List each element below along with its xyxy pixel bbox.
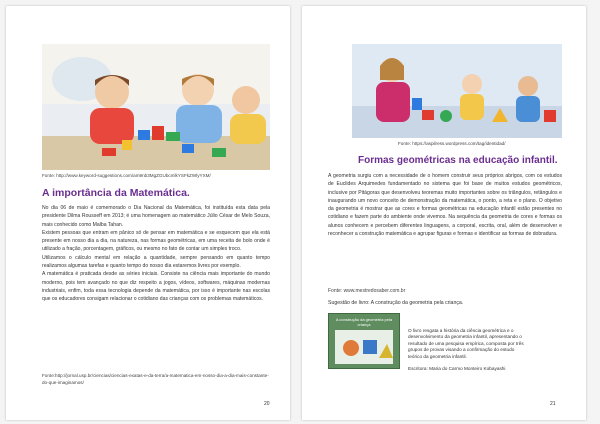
left-paragraph-4: A matemática é praticada desde as séries iniciais. Consiste na ciência mais importante do mundo moderno, pois tem avançado no que diz respeito a jogos, vídeos, softwares, máquinas modernas industriais, enfim, toda essa tecnologia depende da matemática, por isso é importante nas escolas que os educadores consigam relacionar o cotidiano das crianças com os problemas matemáticos. <box>42 271 270 303</box>
book-cover-shapes-icon <box>335 330 393 364</box>
book-info <box>408 328 526 378</box>
left-paragraph-2: Existem pessoas que entram em pânico só de pensar em matemática e se esquecem que ela está presente em nosso dia a dia, na natureza, nas formas geométricas, em uma receita de bolo onde é utilizado a fração, porcentagem, gráficos, ou mesmo no fato de contar um simples troco. <box>42 229 270 253</box>
classroom-photo <box>352 44 562 138</box>
right-paragraph: A geometria surgiu com a necessidade de o homem construir seus próprios abrigos, com os estudos de Euclides Arquimedes fundamentado no sistema que foi base de muitos estudos geométricos, inclusive por Pitágoras que desenvolveu teoremas muito importantes sobre os triângulos, retângulos e inaugurando um novo conceito de demonstração da matemática, o ponto, a reta e o plano. O objetivo da geometria é mostrar que as cores e formas geométricas na educação infantil estão presentes no cotidiano e fazem parte do ambiente onde vivemos. Na sequência da geometria de cores e formas os alunos conhecem e percebem diferentes linguagens, a corporal, escrita, oral, além de desenvolver e reconhecer a construção matemática e agrupar figuras e formas e identificar as formas de dobradura. <box>328 173 562 238</box>
right-source-link[interactable]: Fonte: www.mestredosaber.com.br <box>328 288 406 294</box>
left-paragraph-1: No dia 06 de maio é comemorado o Dia Nacional da Matemática, foi instituída esta data pela presidente Dilma Rousseff em 2013; é uma homenagem ao matemático Júlio César de Melo Souza, mais conhecido como Malba Tahan. <box>42 205 270 228</box>
book-description: O livro resgata a história da ciência geométrica e o desenvolvimento da geometria infantil, apresentando o resultado de uma pesquisa empírica, composta por três grupos de provas visando a confirmação do estudo teórico da geometria infantil. <box>408 328 524 359</box>
right-article-body <box>328 172 562 238</box>
right-page-number: 21 <box>550 401 556 407</box>
right-page <box>302 6 586 420</box>
right-page-title: Formas geométricas na educação infantil. <box>358 155 558 166</box>
children-playing-photo <box>42 44 270 170</box>
left-paragraph-3: Utilizamos o cálculo mental em relação a quantidade, sempre pensando em quanto tempo realizamos algumas tarefas e quanto tempo do nosso dia estaremos livres por exemplo. <box>42 254 270 270</box>
book-cover-title: A construção da geometria pela criança <box>335 317 393 327</box>
left-photo-caption: Fonte: http://www.keyword-suggestions.com/am9nb3MgZGUbcmlkYSFkZWlyYXM/ <box>42 173 211 178</box>
left-source-link[interactable]: Fonte:http://jornal.usp.br/ciencias/ciencias-exatas-e-da-terra/a-matematica-em-nosso-dia-a-dia-mais-constante-do-que-imaginamos/ <box>42 373 269 385</box>
left-article-body <box>42 204 270 304</box>
left-page-title: A importância da Matemática. <box>42 187 190 199</box>
left-page <box>6 6 290 420</box>
left-page-number: 20 <box>264 401 270 407</box>
book-cover <box>328 313 400 369</box>
right-photo-caption: Fonte: https://aspilress.wordpress.com/tag/identidad/ <box>398 141 506 146</box>
book-author: Escritora: Maria do Carmo Monteiro Kobayashi <box>408 366 506 372</box>
book-suggestion-label: Sugestão de livro: A construção da geometria pela criança. <box>328 300 464 306</box>
